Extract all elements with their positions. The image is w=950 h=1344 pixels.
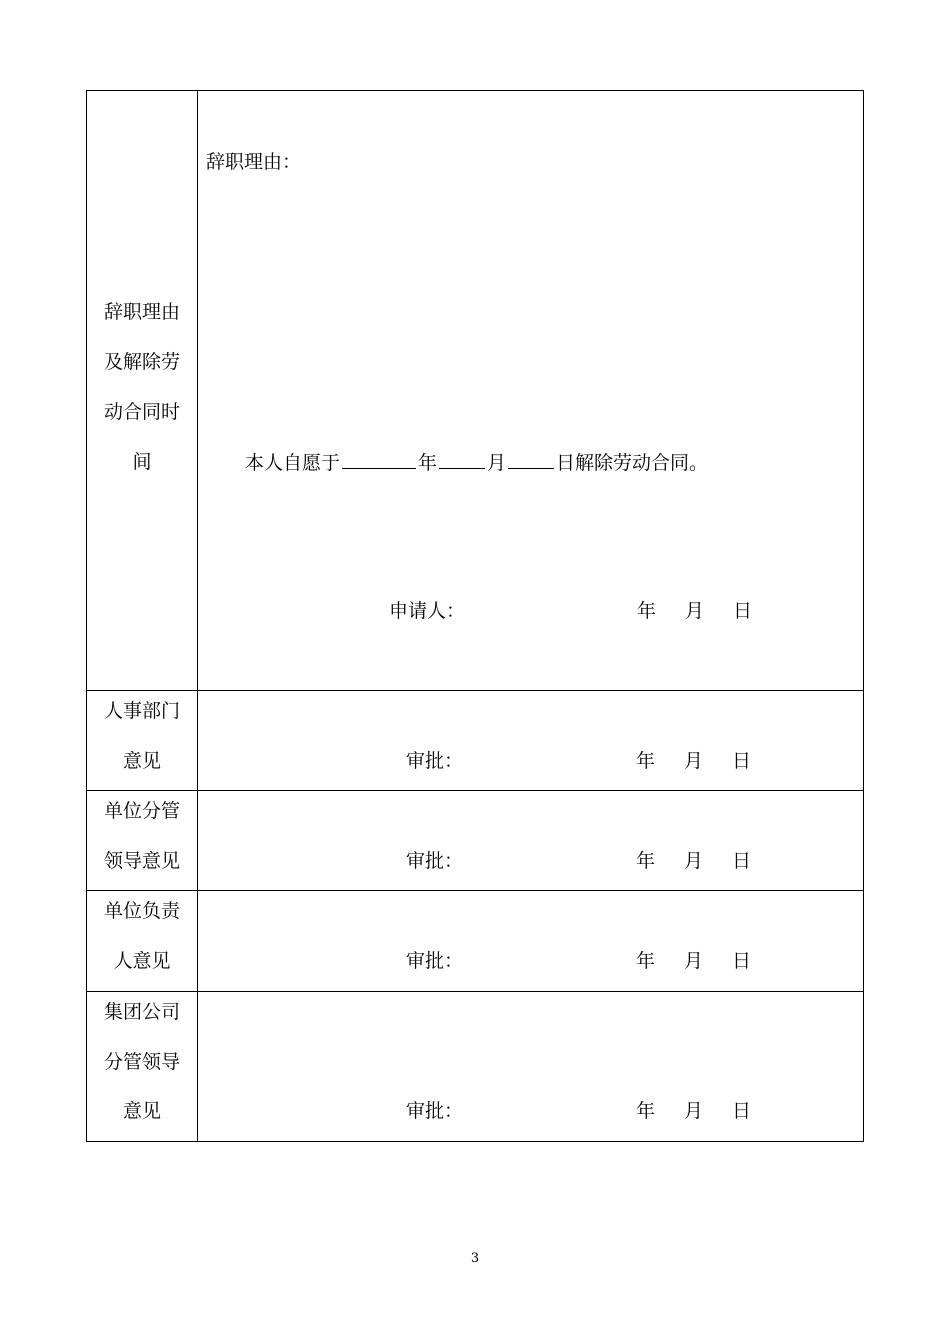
date-day: 日 [732,950,752,972]
row-label-line: 集团公司 [103,1001,180,1023]
approve-label: 审批： [406,950,464,972]
date-year: 年 [636,850,656,872]
statement-year: 年 [418,452,438,474]
date-year: 年 [636,950,656,972]
row-label-line: 单位负责 [103,900,180,922]
statement-suffix: 日解除劳动合同。 [556,452,709,474]
statement-month: 月 [487,452,507,474]
date-month: 月 [685,600,705,622]
date-day: 日 [733,600,753,622]
row-label-line: 及解除劳 [103,351,180,373]
page-number: 3 [470,1251,480,1266]
row-divider [87,991,863,992]
date-month: 月 [684,850,704,872]
row-divider [87,690,863,691]
approve-label: 审批： [406,850,464,872]
row-divider [87,790,863,791]
row-label-line: 意见 [122,1100,161,1122]
statement-prefix: 本人自愿于 [245,452,341,474]
applicant-label: 申请人： [389,600,466,622]
reason-label: 辞职理由： [206,151,302,173]
row-label-line: 分管领导 [103,1051,180,1073]
row-divider [87,890,863,891]
resignation-statement [245,450,708,475]
row-label-line: 领导意见 [103,850,180,872]
date-day: 日 [732,750,752,772]
date-year: 年 [637,600,657,622]
date-year: 年 [636,1100,656,1122]
row-label-line: 动合同时 [103,401,180,423]
resignation-form-table [86,90,864,1142]
date-month: 月 [684,750,704,772]
year-blank[interactable] [342,450,416,469]
row-label-line: 间 [132,451,152,473]
column-divider [197,91,198,1141]
row-label-line: 辞职理由 [103,301,180,323]
date-day: 日 [732,850,752,872]
date-month: 月 [684,1100,704,1122]
date-month: 月 [684,950,704,972]
row-label-line: 意见 [122,750,161,772]
approve-label: 审批： [406,1100,464,1122]
date-year: 年 [636,750,656,772]
approve-label: 审批： [406,750,464,772]
month-blank[interactable] [439,450,485,469]
row-label-line: 人意见 [113,950,171,972]
row-label-line: 人事部门 [103,700,180,722]
row-label-line: 单位分管 [103,800,180,822]
date-day: 日 [732,1100,752,1122]
day-blank[interactable] [508,450,554,469]
